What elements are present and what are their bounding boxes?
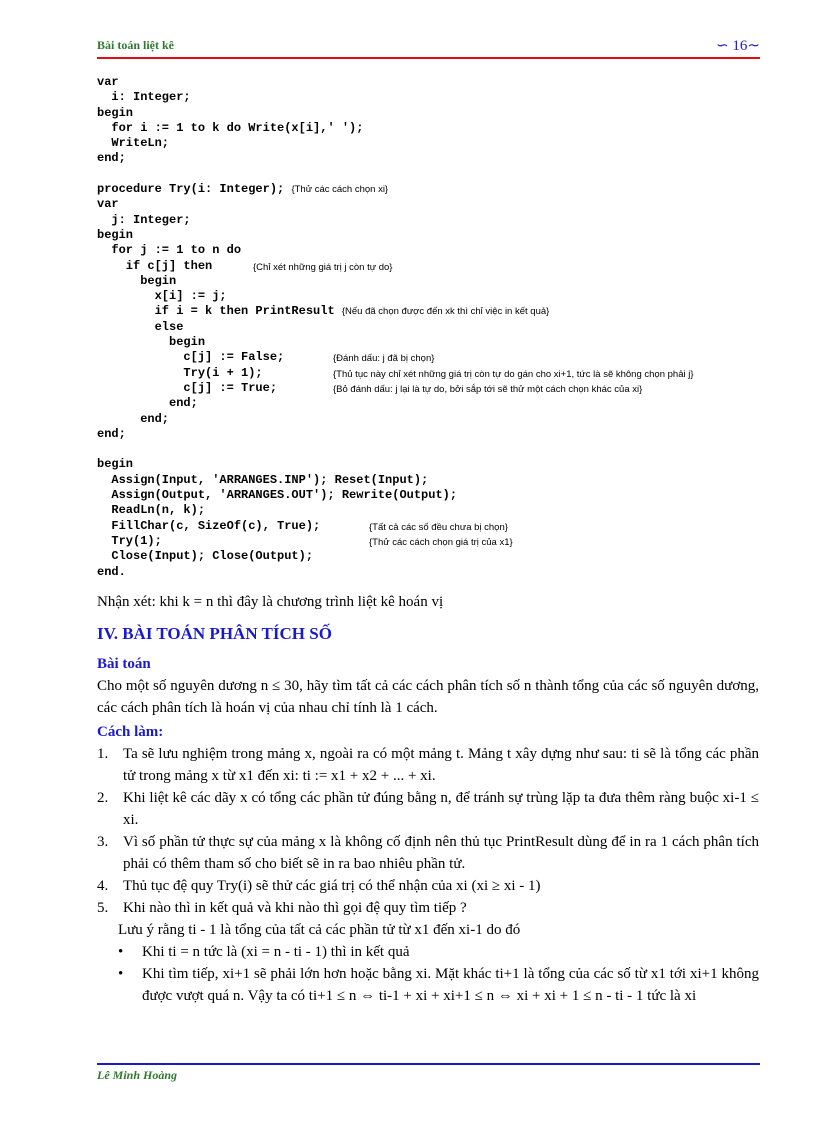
item-number: 2. [97, 790, 109, 806]
item-number: 5. [97, 900, 109, 916]
code-text: Try(1); [97, 533, 162, 548]
code-comment: {Tất cả các số đều chưa bị chọn} [369, 521, 508, 533]
code-blank [97, 167, 777, 182]
code-line: var [97, 197, 119, 212]
code-line: Assign(Input, 'ARRANGES.INP'); Reset(Input); [97, 472, 429, 487]
bullet-icon: • [118, 966, 124, 982]
bullet-item [97, 963, 759, 1007]
code-text: if c[j] then [97, 258, 213, 273]
list-item [97, 897, 759, 919]
list-item [97, 875, 759, 897]
code-line: for i := 1 to k do Write(x[i],' '); [97, 120, 364, 135]
header-title: Bài toán liệt kê [97, 38, 174, 52]
item-text: Thủ tục đệ quy Try(i) sẽ thử các giá trị có thể nhận của xi (xi ≥ xi - 1) [123, 878, 541, 894]
code-line: var [97, 75, 119, 89]
code-line [97, 381, 777, 396]
code-line [97, 182, 777, 197]
body-text [97, 591, 759, 1007]
code-line [97, 304, 777, 319]
item-text: Khi liệt kê các dãy x có tổng các phần tử đúng bằng n, để tránh sự trùng lặp ta đưa thêm ràng buộc xi-1 ≤ xi. [123, 790, 759, 828]
item-text: Ta sẽ lưu nghiệm trong mảng x, ngoài ra có một mảng t. Mảng t xây dựng như sau: ti sẽ là tổng các phần tử trong mảng x từ x1 đến xi: ti := x1 + x2 + ... + xi. [123, 746, 759, 784]
item-text: Khi nào thì in kết quả và khi nào thì gọi đệ quy tìm tiếp ? [123, 900, 467, 916]
code-line: begin [97, 335, 206, 350]
code-line: else [97, 319, 184, 334]
code-line [97, 519, 777, 534]
code-line: i: Integer; [97, 90, 191, 105]
code-line: end; [97, 151, 126, 166]
code-listing [97, 75, 777, 580]
code-blank [97, 442, 777, 457]
code-line: begin [97, 227, 134, 242]
code-comment: {Nếu đã chọn được đến xk thì chỉ việc in kết quả} [341, 306, 550, 318]
code-line: ReadLn(n, k); [97, 503, 206, 518]
code-text: c[j] := True; [97, 380, 278, 395]
code-comment: {Thủ tục này chỉ xét những giá trị còn tự do gán cho xi+1, tức là sẽ không chọn phải j} [333, 368, 694, 380]
list-item [97, 743, 759, 787]
remark-paragraph: Nhận xét: khi k = n thì đây là chương trình liệt kê hoán vị [97, 594, 444, 610]
item-text: Vì số phần tử thực sự của mảng x là không cố định nên thủ tục PrintResult dùng để in ra 1 cách phân tích phải có thêm tham số cho biết sẽ in ra bao nhiêu phần tử. [123, 834, 759, 872]
code-comment: {Bỏ đánh dấu: j lại là tự do, bởi sắp tới sẽ thử một cách chọn khác của xi} [333, 383, 643, 395]
code-text: Try(i + 1); [97, 365, 263, 380]
code-comment: {Thử các cách chọn xi} [291, 184, 389, 196]
code-line: end; [97, 411, 170, 426]
code-line [97, 259, 777, 274]
problem-heading: Bài toán [97, 656, 151, 672]
code-line: WriteLn; [97, 136, 170, 151]
code-text: FillChar(c, SizeOf(c), True); [97, 518, 321, 533]
bullet-text: Khi tìm tiếp, xi+1 sẽ phải lớn hơn hoặc bằng xi. Mặt khác ti+1 là tổng của các số từ x1 tới xi+1 không được vượt quá n. Vậy ta có ti+1 ≤ n ⇔ ti-1 + xi + xi+1 ≤ n ⇔ xi + xi + 1 ≤ n - ti - 1 tức là xi [142, 966, 759, 1004]
footer-author: Lê Minh Hoàng [97, 1068, 178, 1082]
code-line: Assign(Output, 'ARRANGES.OUT'); Rewrite(Output); [97, 488, 458, 503]
list-item [97, 787, 759, 831]
item-number: 4. [97, 878, 109, 894]
code-line: Close(Input); Close(Output); [97, 549, 314, 564]
item-number: 1. [97, 746, 109, 762]
code-comment: {Chỉ xét những giá trị j còn tự do} [253, 261, 393, 273]
code-line: for j := 1 to n do [97, 243, 242, 258]
code-line: begin [97, 457, 134, 472]
code-line: begin [97, 105, 134, 120]
method-heading: Cách làm: [97, 724, 164, 740]
header-divider [97, 57, 760, 59]
page-number: ∽ 16∼ [716, 38, 760, 54]
code-text: if i = k then PrintResult [97, 304, 342, 319]
list-item [97, 831, 759, 875]
code-line: end; [97, 396, 198, 411]
code-line [97, 350, 777, 365]
section-title: IV. BÀI TOÁN PHÂN TÍCH SỐ [97, 624, 332, 643]
code-text: c[j] := False; [97, 350, 285, 365]
code-line: end. [97, 564, 126, 579]
code-line: begin [97, 273, 177, 288]
code-line: x[i] := j; [97, 289, 227, 304]
code-line: end; [97, 426, 126, 441]
code-comment: {Thử các cách chọn giá trị của x1} [369, 536, 513, 548]
bullet-item [97, 941, 759, 963]
code-text: procedure Try(i: Integer); [97, 182, 292, 197]
note-paragraph: Lưu ý rằng ti - 1 là tổng của tất cả các phần tử từ x1 đến xi-1 do đó [118, 922, 521, 938]
code-line: j: Integer; [97, 212, 191, 227]
bullet-icon: • [118, 944, 124, 960]
problem-paragraph: Cho một số nguyên dương n ≤ 30, hãy tìm tất cả các cách phân tích số n thành tổng của các số nguyên dương, các cách phân tích là hoán vị của nhau chỉ tính là 1 cách. [97, 678, 759, 716]
code-line [97, 366, 777, 381]
code-comment: {Đánh dấu: j đã bị chọn} [333, 353, 435, 365]
code-line [97, 534, 777, 549]
bullet-text: Khi ti = n tức là (xi = n - ti - 1) thì in kết quả [142, 944, 410, 960]
item-number: 3. [97, 834, 109, 850]
footer-divider [97, 1063, 760, 1065]
